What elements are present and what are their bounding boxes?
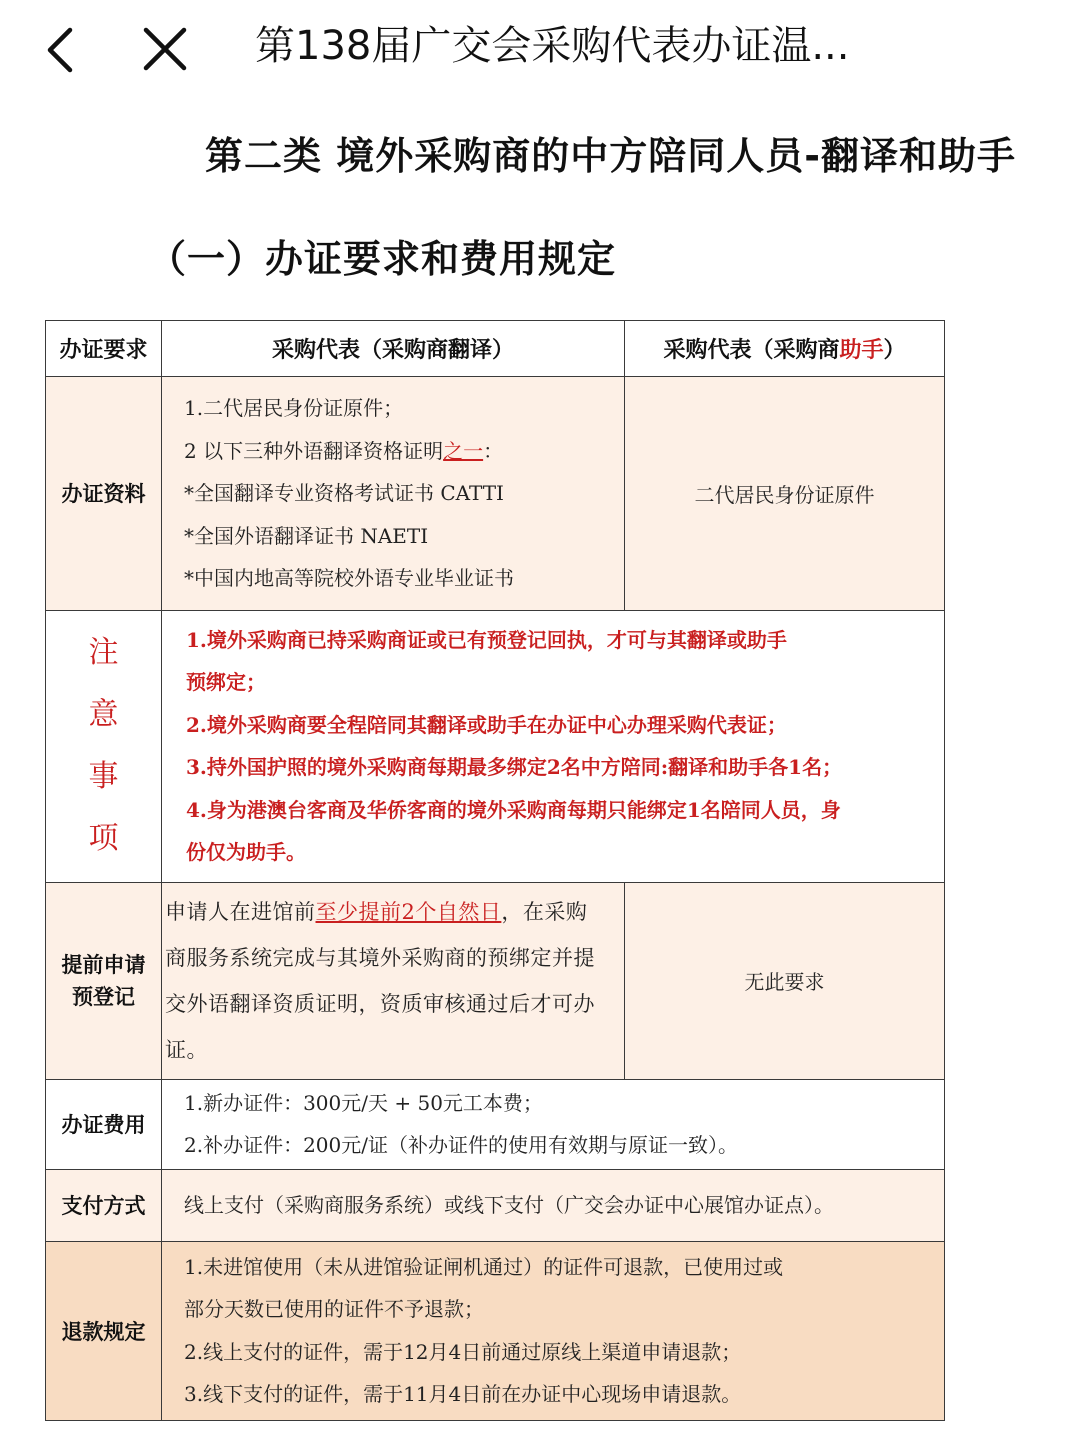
materials-line-2 <box>184 430 624 473</box>
preregister-line-1-prefix: 申请人在进馆前 <box>165 899 316 924</box>
notes-line-5: 4.身为港澳台客商及华侨客商的境外采购商每期只能绑定1名陪同人员，身 <box>186 797 841 822</box>
notes-line-6: 份仅为助手。 <box>186 840 306 864</box>
notes-cell <box>162 610 945 882</box>
materials-assistant-cell: 二代居民身份证原件 <box>625 377 945 611</box>
table-row-refund <box>46 1241 945 1420</box>
row-label-materials: 办证资料 <box>46 377 162 611</box>
notes-label-char-4: 项 <box>88 821 119 856</box>
fees-line-2: 2.补办证件：200元/证（补办证件的使用有效期与原证一致）。 <box>184 1133 738 1157</box>
refund-line-3: 2.线上支付的证件，需于12月4日前通过原线上渠道申请退款； <box>184 1339 742 1364</box>
close-button[interactable] <box>136 20 196 80</box>
row-label-payment: 支付方式 <box>46 1169 162 1241</box>
materials-translator-cell <box>162 377 625 611</box>
materials-line-1: 1.二代居民身份证原件； <box>184 396 404 420</box>
preregister-line-1-suffix: ，在采购 <box>501 899 588 924</box>
subsection-heading: （一）办证要求和费用规定 <box>148 237 617 281</box>
row-label-refund: 退款规定 <box>46 1241 162 1420</box>
preregister-label-line-2: 预登记 <box>72 983 135 1009</box>
materials-line-2-suffix: ： <box>483 438 504 463</box>
back-button[interactable] <box>36 20 96 80</box>
preregister-assistant-cell: 无此要求 <box>625 882 945 1079</box>
preregister-line-1 <box>165 889 620 935</box>
table-row-notes <box>46 610 945 882</box>
header-assistant-prefix: 采购代表（采购商 <box>663 337 840 363</box>
notes-line-1: 1.境外采购商已持采购商证或已有预登记回执，才可与其翻译或助手 <box>186 627 787 652</box>
requirements-table <box>45 320 945 1421</box>
preregister-line-2: 商服务系统完成与其境外采购商的预绑定并提 <box>165 945 595 970</box>
close-icon <box>136 20 196 80</box>
materials-line-2-highlight: 之一 <box>443 438 484 463</box>
notes-line-2: 预绑定； <box>186 670 266 694</box>
header-assistant-highlight: 助手 <box>839 337 884 363</box>
table-row-materials <box>46 377 945 611</box>
refund-line-2: 部分天数已使用的证件不予退款； <box>184 1297 484 1321</box>
chevron-left-icon <box>36 20 96 80</box>
payment-cell: 线上支付（采购商服务系统）或线下支付（广交会办证中心展馆办证点）。 <box>162 1169 945 1241</box>
notes-line-3: 2.境外采购商要全程陪同其翻译或助手在办证中心办理采购代表证； <box>186 712 787 737</box>
table-header-row <box>46 321 945 377</box>
fees-line-1: 1.新办证件：300元/天 + 50元工本费； <box>184 1090 543 1115</box>
table-row-fees <box>46 1079 945 1169</box>
preregister-line-1-highlight: 至少提前2个自然日 <box>315 899 502 924</box>
row-label-preregister <box>46 882 162 1079</box>
section-heading: 第二类 境外采购商的中方陪同人员-翻译和助手 <box>205 134 1017 178</box>
header-assistant <box>625 321 945 377</box>
notes-line-4: 3.持外国护照的境外采购商每期最多绑定2名中方陪同:翻译和助手各1名； <box>186 755 843 779</box>
preregister-label-line-1: 提前申请 <box>61 951 146 977</box>
preregister-translator-cell <box>162 882 625 1079</box>
row-label-fees: 办证费用 <box>46 1079 162 1169</box>
preregister-line-3: 交外语翻译资质证明，资质审核通过后才可办 <box>165 991 595 1016</box>
header-translator: 采购代表（采购商翻译） <box>162 321 625 377</box>
table-row-payment <box>46 1169 945 1241</box>
refund-line-4: 3.线下支付的证件，需于11月4日前在办证中心现场申请退款。 <box>184 1382 742 1406</box>
notes-label-char-3: 事 <box>88 759 119 794</box>
header-assistant-suffix: ） <box>883 337 906 363</box>
top-nav-bar <box>0 0 1080 100</box>
notes-label-char-2: 意 <box>88 697 119 732</box>
preregister-line-4: 证。 <box>165 1037 208 1062</box>
materials-line-3: *全国翻译专业资格考试证书 CATTI <box>184 481 504 505</box>
fees-cell <box>162 1079 945 1169</box>
row-label-notes <box>46 610 162 882</box>
table-row-preregister <box>46 882 945 1079</box>
materials-line-2-prefix: 2 以下三种外语翻译资格证明 <box>184 438 444 463</box>
materials-line-5: *中国内地高等院校外语专业毕业证书 <box>184 566 514 590</box>
materials-line-4: *全国外语翻译证书 NAETI <box>184 523 429 548</box>
header-requirement: 办证要求 <box>46 321 162 377</box>
refund-cell <box>162 1241 945 1420</box>
refund-line-1: 1.未进馆使用（未从进馆验证闸机通过）的证件可退款，已使用过或 <box>184 1254 784 1279</box>
notes-label-char-1: 注 <box>88 635 119 670</box>
page-title: 第138届广交会采购代表办证温... <box>255 23 850 69</box>
